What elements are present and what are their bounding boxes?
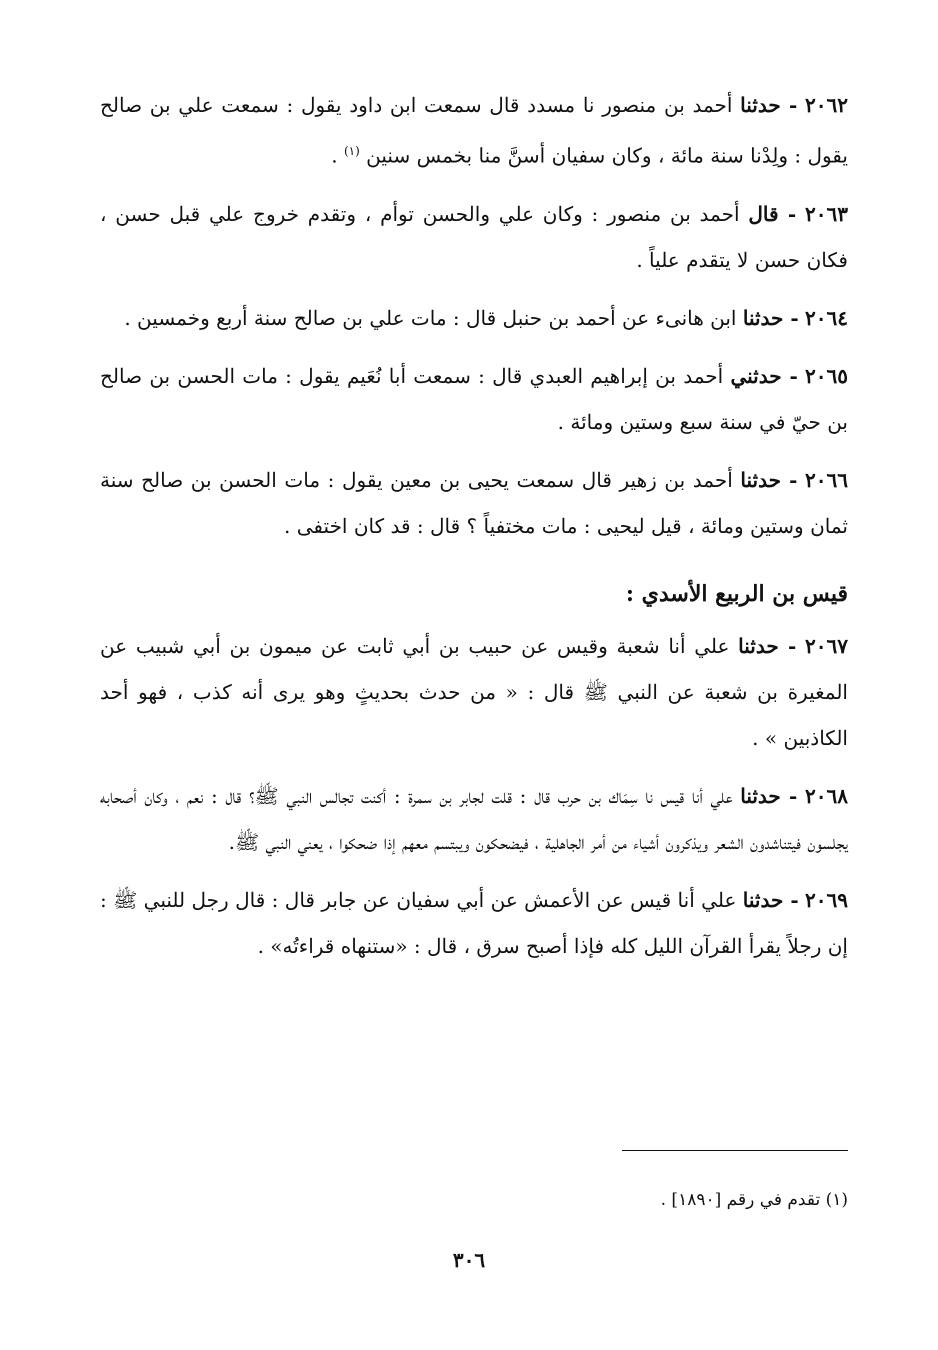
entry-text: أحمد بن إبراهيم العبدي قال : سمعت أبا نُعَيم يقول : مات الحسن بن صالح بن حيّ في سنة سبع وستين ومائة . [100,363,848,434]
entry-number: ٢٠٦٩ [805,887,848,912]
entry-text: ابن هانىء عن أحمد بن حنبل قال : مات علي بن صالح سنة أربع وخمسين . [124,305,737,330]
entry-lead: - حدثنا [740,783,798,808]
entry-text: علي أنا شعبة وقيس عن حبيب بن أبي ثابت عن ميمون بن أبي شبيب عن المغيرة بن شعبة عن النبي ﷺ قال : « من حدث بحديثٍ وهو يرى أنه كذب ، فهو أحد الكاذبين » . [100,633,848,750]
entry-2066 [100,457,848,549]
entry-number: ٢٠٦٢ [805,93,848,117]
page-number: ٣٠٦ [452,1248,486,1272]
entry-2063 [100,191,848,283]
entry-number: ٢٠٦٧ [805,633,849,658]
entry-2064 [100,295,848,341]
page-body [100,82,848,981]
footnote-divider [622,1150,848,1151]
entry-2065 [100,353,848,445]
entry-text: أحمد بن منصور : وكان علي والحسن توأم ، وتقدم خروج علي قبل حسن ، فكان حسن لا يتقدم علياً . [100,201,848,272]
entry-lead: - حدثنا [742,305,799,330]
entry-2068 [100,773,848,865]
entry-number: ٢٠٦٦ [805,467,849,492]
entry-text: أحمد بن منصور نا مسدد قال سمعت ابن داود يقول : سمعت علي بن صالح يقول : ولِدْنا سنة مائة ، وكان سفيان أسنَّ منا بخمس سنين [100,93,848,168]
entry-lead: - حدثنا [738,633,797,658]
entry-number: ٢٠٦٨ [805,783,849,808]
entry-text: علي أنا قيس عن الأعمش عن أبي سفيان عن جابر قال : قال رجل للنبي ﷺ : إن رجلاً يقرأ القرآن الليل كله فإذا أصبح سرق ، قال : «ستنهاه قراءتُه» . [100,887,848,958]
section-heading: قيس بن الربيع الأسدي : [625,580,848,607]
entry-tail: . [331,143,338,168]
entry-2067 [100,623,848,761]
entry-lead: - حدثنا [740,467,798,492]
entry-lead: - حدثنا [740,93,798,117]
entry-text: أحمد بن زهير قال سمعت يحيى بن معين يقول : مات الحسن بن صالح سنة ثمان وستين ومائة ، قيل ليحيى : مات مختفياً ؟ قال : قد كان اختفى . [100,467,848,538]
entry-lead: - حدثني [730,363,798,388]
footnote: (١) تقدم في رقم [١٨٩٠] . [660,1190,848,1210]
footnote-reference: (١) [343,144,360,158]
entry-number: ٢٠٦٣ [805,201,848,226]
entry-2069 [100,877,848,969]
entry-number: ٢٠٦٤ [805,305,848,330]
entry-2062 [100,82,848,179]
entry-text: علي أنا قيس نا سِمَاك بن حرب قال : قلت لجابر بن سمرة : أكنت تجالس النبي ﷺ؟ قال : نعم ، وكان أصحابه يجلسون فيتناشدون الشعر ويذكرون أشياء من أمر الجاهلية ، فيضحكون ويبتسم معهم إذا ضحكوا ، يعني النبي ﷺ. [100,783,848,854]
entry-lead: - قال [748,201,797,226]
entry-lead: - حدثنا [742,887,799,912]
entry-number: ٢٠٦٥ [805,363,848,388]
